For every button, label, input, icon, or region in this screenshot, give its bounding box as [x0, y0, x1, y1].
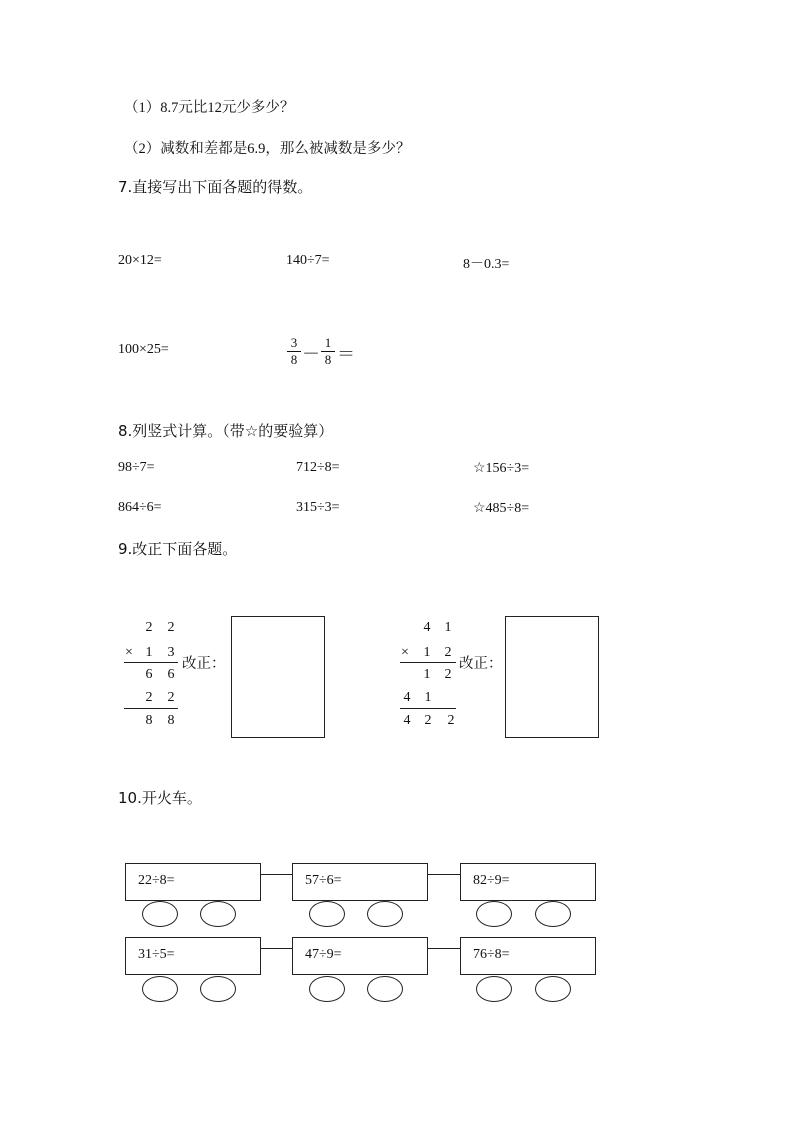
- fraction-numerator: 3: [287, 336, 301, 352]
- digit: 4: [403, 690, 411, 705]
- q7-title: 7.直接写出下面各题的得数。: [118, 178, 313, 196]
- train-car[interactable]: [292, 937, 428, 975]
- q8-expr-1: 98÷7=: [118, 460, 155, 475]
- train-coupling: [260, 874, 292, 875]
- wheel-circle: [535, 976, 571, 1002]
- q8-expr-6: ☆485÷8=: [473, 501, 530, 516]
- wheel-circle: [535, 901, 571, 927]
- train-coupling: [427, 874, 460, 875]
- rule-line: [124, 708, 178, 709]
- rule-line: [124, 662, 178, 663]
- wheel-circle: [476, 901, 512, 927]
- rule-line: [400, 708, 456, 709]
- train-car-expression: 22÷8=: [138, 873, 175, 888]
- digit: 6: [167, 667, 175, 682]
- equals-sign: ＝: [337, 344, 355, 364]
- q7-expr-2: 140÷7=: [286, 253, 330, 268]
- q10-title: 10.开火车。: [118, 789, 202, 807]
- fraction-denominator: 8: [324, 352, 332, 367]
- train-car-expression: 82÷9=: [473, 873, 510, 888]
- digit: 2: [424, 713, 432, 728]
- wheel-circle: [476, 976, 512, 1002]
- digit: 4: [403, 713, 411, 728]
- q8-expr-4: 864÷6=: [118, 500, 162, 515]
- fraction-one-eighth: [321, 336, 335, 367]
- q8-title: 8.列竖式计算。（带☆的要验算）: [118, 422, 334, 440]
- train-car[interactable]: [460, 863, 596, 901]
- train-car[interactable]: [292, 863, 428, 901]
- rule-line: [400, 662, 456, 663]
- times-sign: ×: [401, 645, 409, 660]
- fraction-numerator: 1: [321, 336, 335, 352]
- train-car[interactable]: [125, 863, 261, 901]
- wheel-circle: [367, 901, 403, 927]
- fraction-denominator: 8: [290, 352, 298, 367]
- train-car-expression: 47÷9=: [305, 947, 342, 962]
- q8-expr-3: ☆156÷3=: [473, 461, 530, 476]
- correction-box-left[interactable]: [231, 616, 325, 738]
- q9-title: 9.改正下面各题。: [118, 540, 238, 558]
- digit: 8: [145, 713, 153, 728]
- wheel-circle: [367, 976, 403, 1002]
- q6-sub1: （1）8.7元比12元少多少？: [124, 100, 295, 116]
- digit: 2: [444, 645, 452, 660]
- correction-label-left: 改正：: [182, 656, 226, 672]
- q8-expr-5: 315÷3=: [296, 500, 340, 515]
- q7-expr-3: 8－0.3=: [463, 257, 510, 272]
- wheel-circle: [200, 976, 236, 1002]
- train-coupling: [260, 948, 292, 949]
- digit: 2: [167, 620, 175, 635]
- digit: 2: [447, 713, 455, 728]
- digit: 8: [167, 713, 175, 728]
- times-sign: ×: [125, 645, 133, 660]
- digit: 2: [145, 620, 153, 635]
- digit: 1: [145, 645, 153, 660]
- train-car[interactable]: [460, 937, 596, 975]
- wheel-circle: [309, 976, 345, 1002]
- train-car-expression: 76÷8=: [473, 947, 510, 962]
- digit: 2: [167, 690, 175, 705]
- digit: 3: [167, 645, 175, 660]
- digit: 2: [145, 690, 153, 705]
- fraction-three-eighths: [287, 336, 301, 367]
- q6-sub2: （2）减数和差都是6.9，那么被减数是多少？: [124, 141, 411, 157]
- wheel-circle: [142, 901, 178, 927]
- wheel-circle: [309, 901, 345, 927]
- q8-expr-2: 712÷8=: [296, 460, 340, 475]
- q7-expr-4: 100×25=: [118, 342, 169, 357]
- digit: 4: [423, 620, 431, 635]
- digit: 1: [423, 667, 431, 682]
- wheel-circle: [200, 901, 236, 927]
- train-coupling: [427, 948, 460, 949]
- train-car[interactable]: [125, 937, 261, 975]
- minus-sign: －: [302, 344, 320, 364]
- q7-expr-1: 20×12=: [118, 253, 162, 268]
- digit: 1: [423, 645, 431, 660]
- digit: 1: [424, 690, 432, 705]
- correction-label-right: 改正：: [459, 656, 503, 672]
- train-car-expression: 31÷5=: [138, 947, 175, 962]
- correction-box-right[interactable]: [505, 616, 599, 738]
- digit: 2: [444, 667, 452, 682]
- train-car-expression: 57÷6=: [305, 873, 342, 888]
- wheel-circle: [142, 976, 178, 1002]
- digit: 1: [444, 620, 452, 635]
- digit: 6: [145, 667, 153, 682]
